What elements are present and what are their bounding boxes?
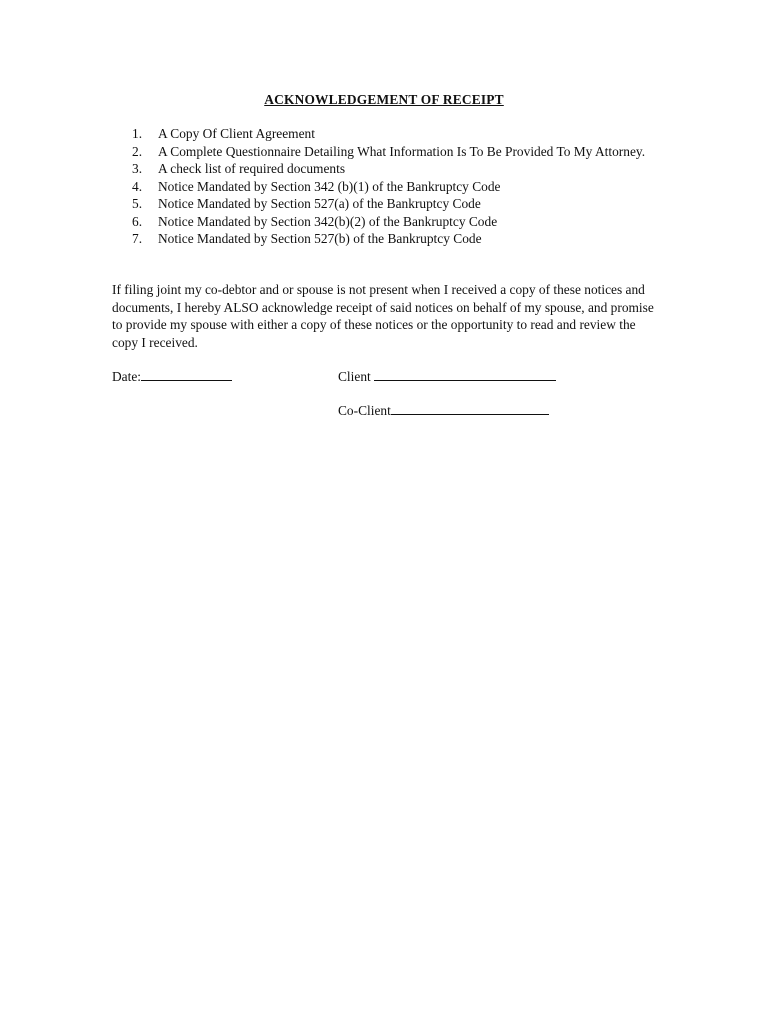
list-item — [132, 160, 672, 178]
list-item-text: Notice Mandated by Section 342(b)(2) of the Bankruptcy Code — [158, 213, 498, 229]
list-item-text: A Complete Questionnaire Detailing What Information Is To Be Provided To My Attorney. — [158, 143, 646, 159]
list-item-number: 7. — [132, 231, 143, 246]
list-item-text: A Copy Of Client Agreement — [158, 126, 315, 141]
coclient-signature-line[interactable] — [391, 402, 549, 415]
client-label: Client — [338, 369, 375, 384]
list-item-text: Notice Mandated by Section 342 (b)(1) of the Bankruptcy Code — [158, 178, 501, 194]
list-item — [132, 125, 672, 143]
list-item — [132, 143, 672, 161]
list-item-text: Notice Mandated by Section 527(a) of the Bankruptcy Code — [158, 196, 481, 211]
list-item-text: A check list of required documents — [158, 161, 346, 176]
coclient-signature-row — [338, 402, 549, 420]
document-list — [132, 125, 672, 248]
list-item-text: Notice Mandated by Section 527(b) of the Bankruptcy Code — [158, 231, 482, 246]
list-item-number: 3. — [132, 161, 143, 176]
list-item — [132, 230, 672, 248]
list-item — [132, 178, 672, 196]
list-item-number: 4. — [132, 178, 143, 194]
date-label: Date: — [112, 369, 141, 384]
list-item-number: 2. — [132, 143, 143, 159]
list-item-number: 1. — [132, 126, 143, 141]
list-item — [132, 213, 672, 231]
client-signature-line[interactable] — [374, 368, 556, 381]
list-item — [132, 195, 672, 213]
list-item-number: 6. — [132, 213, 143, 229]
list-item-number: 5. — [132, 196, 143, 211]
date-signature-row — [112, 368, 232, 386]
client-signature-row — [338, 368, 556, 386]
acknowledgement-paragraph: If filing joint my co-debtor and or spouse is not present when I received a copy of these notices and documents, I hereby ALSO acknowledge receipt of said notices on behalf of my spouse, and promise to provide my spouse with either a copy of these notices or the opportunity to read and review the copy I received. — [112, 282, 654, 350]
coclient-label: Co-Client — [338, 403, 391, 418]
date-signature-line[interactable] — [141, 368, 232, 381]
page-title: ACKNOWLEDGEMENT OF RECEIPT — [264, 92, 504, 107]
